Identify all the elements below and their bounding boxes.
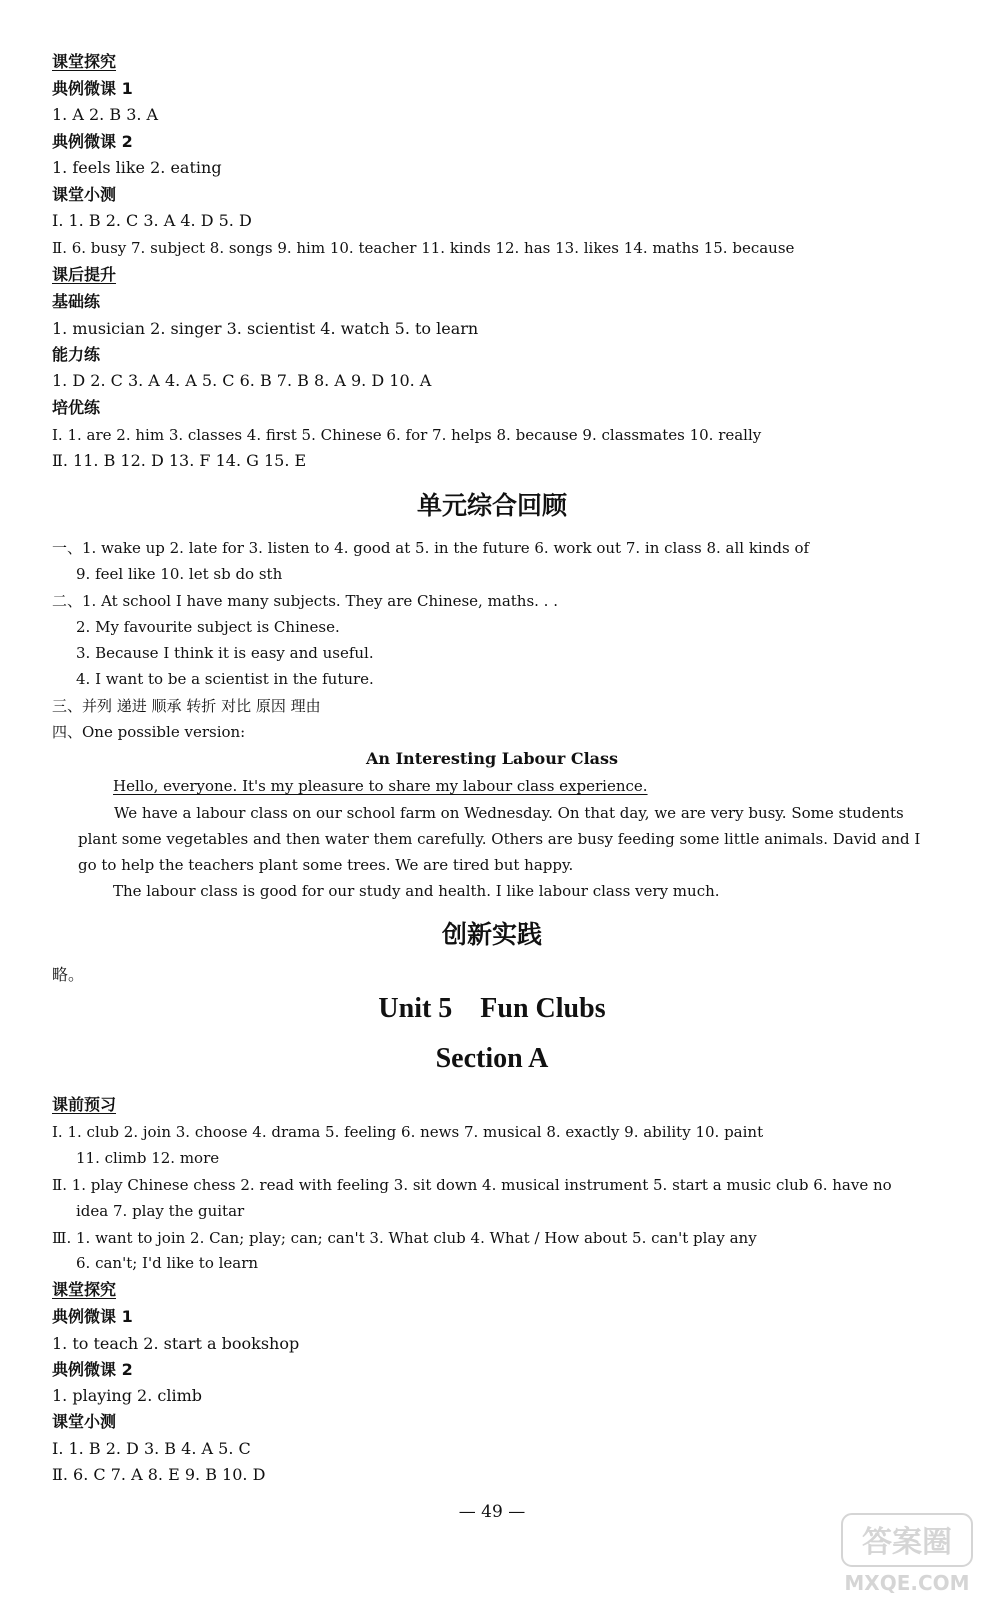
section-heading-ketang: 课堂探究	[52, 52, 117, 71]
answer-line: 6. can't; I'd like to learn	[76, 1254, 259, 1272]
review-title: 单元综合回顾	[416, 491, 567, 520]
essay-title: An Interesting Labour Class	[365, 749, 619, 768]
subheading-dianli-2: 典例微课 2	[52, 1360, 133, 1379]
answer-line: 1. feels like 2. eating	[52, 158, 222, 177]
essay-paragraph: The labour class is good for our study and health. I like labour class very much.	[113, 882, 720, 900]
answer-line: idea 7. play the guitar	[76, 1202, 245, 1220]
subheading-dianli-1: 典例微课 1	[52, 1307, 133, 1326]
subheading-peiyou: 培优练	[52, 398, 101, 417]
review-q2-line: 2. My favourite subject is Chinese.	[76, 618, 340, 636]
answer-line: Ⅰ. 1. are 2. him 3. classes 4. first 5. Chinese 6. for 7. helps 8. because 9. classmates 10. really	[52, 426, 762, 444]
watermark-chars: 答案圈	[862, 1525, 952, 1560]
section-heading-ketang: 课堂探究	[52, 1280, 117, 1299]
subheading-dianli-2: 典例微课 2	[52, 132, 133, 151]
section-heading-keqian: 课前预习	[52, 1095, 117, 1114]
subheading-xiaoce: 课堂小测	[52, 185, 117, 204]
page-number: — 49 —	[458, 1502, 526, 1522]
innovation-title: 创新实践	[441, 920, 542, 949]
review-q2-line: 4. I want to be a scientist in the future.	[76, 670, 374, 688]
answer-line: 11. climb 12. more	[76, 1149, 220, 1167]
review-q3-line: 三、并列 递进 顺承 转折 对比 原因 理由	[52, 697, 321, 715]
subheading-dianli-1: 典例微课 1	[52, 79, 133, 98]
answer-line: 1. D 2. C 3. A 4. A 5. C 6. B 7. B 8. A 9. D 10. A	[52, 371, 432, 390]
review-q4-line: 四、One possible version:	[52, 723, 246, 741]
answer-line: 1. playing 2. climb	[52, 1386, 202, 1405]
answer-line: Ⅰ. 1. B 2. D 3. B 4. A 5. C	[52, 1439, 251, 1458]
innovation-text: 略。	[52, 965, 85, 984]
review-q1-line: 9. feel like 10. let sb do sth	[76, 565, 283, 583]
review-q2-line: 二、1. At school I have many subjects. They are Chinese, maths. . .	[52, 592, 558, 610]
section-heading-kehou: 课后提升	[52, 265, 117, 284]
watermark-url: MXQE.COM	[844, 1571, 970, 1595]
review-q2-line: 3. Because I think it is easy and useful.	[76, 644, 374, 662]
answer-line: Ⅱ. 1. play Chinese chess 2. read with feeling 3. sit down 4. musical instrument 5. start a music club 6. have no	[52, 1176, 892, 1194]
subheading-xiaoce: 课堂小测	[52, 1412, 117, 1431]
answer-line: Ⅱ. 6. busy 7. subject 8. songs 9. him 10. teacher 11. kinds 12. has 13. likes 14. maths 15. because	[52, 239, 795, 257]
subheading-jichu: 基础练	[52, 292, 101, 311]
answer-line: Ⅰ. 1. B 2. C 3. A 4. D 5. D	[52, 211, 252, 230]
answer-line: Ⅲ. 1. want to join 2. Can; play; can; can't 3. What club 4. What / How about 5. can't play any	[52, 1229, 757, 1247]
essay-opening: Hello, everyone. It's my pleasure to share my labour class experience.	[113, 777, 648, 795]
answer-line: 1. musician 2. singer 3. scientist 4. watch 5. to learn	[52, 319, 479, 338]
answer-line: Ⅱ. 11. B 12. D 13. F 14. G 15. E	[52, 451, 307, 470]
answer-line: 1. A 2. B 3. A	[52, 105, 159, 124]
section-title: Section A	[435, 1043, 549, 1074]
subheading-nengli: 能力练	[52, 345, 101, 364]
unit-title: Unit 5 Fun Clubs	[378, 993, 606, 1024]
answer-line: 1. to teach 2. start a bookshop	[52, 1334, 300, 1353]
answer-line: Ⅱ. 6. C 7. A 8. E 9. B 10. D	[52, 1465, 266, 1484]
essay-paragraph: We have a labour class on our school farm on Wednesday. On that day, we are very busy. Some students plant some vegetables and then water them carefully. Others are busy feeding some little animals. David and I go to help the teachers plant some trees. We are tired but happy.	[78, 804, 921, 874]
answer-line: Ⅰ. 1. club 2. join 3. choose 4. drama 5. feeling 6. news 7. musical 8. exactly 9. ability 10. paint	[52, 1123, 764, 1141]
review-q1-line: 一、1. wake up 2. late for 3. listen to 4. good at 5. in the future 6. work out 7. in class 8. all kinds of	[52, 539, 810, 557]
watermark-logo	[838, 1508, 976, 1596]
